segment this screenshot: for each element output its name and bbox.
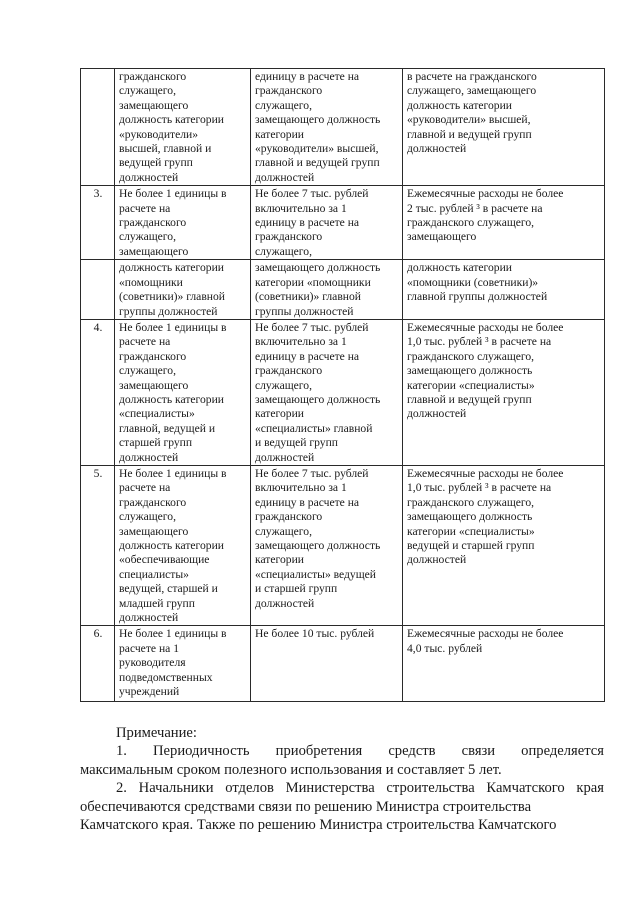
quantity-cell: должность категории «помощники (советники)» главной группы должностей — [115, 260, 251, 320]
note-2-line-3: Камчатского края. Также по решению Министра строительства Камчатского — [80, 817, 557, 834]
price-cell: Не более 10 тыс. рублей — [251, 626, 403, 702]
row-number-cell — [81, 69, 115, 186]
table-row — [81, 626, 605, 702]
notes-section — [80, 724, 604, 834]
table-row — [81, 465, 605, 625]
note-2-line-1: 2. Начальники отделов Министерства строительства Камчатского края — [116, 780, 604, 797]
quantity-cell: Не более 1 единицы в расчете на гражданского служащего, замещающего — [115, 186, 251, 260]
row-number-cell: 5. — [81, 465, 115, 625]
monthly-expense-cell: Ежемесячные расходы не более 1,0 тыс. рублей ³ в расчете на гражданского служащего, замещающего должность категории «специалисты» главной и ведущей групп должностей — [403, 319, 605, 465]
monthly-expense-cell: Ежемесячные расходы не более 2 тыс. рублей ³ в расчете на гражданского служащего, замещающего — [403, 186, 605, 260]
monthly-expense-cell: Ежемесячные расходы не более 1,0 тыс. рублей ³ в расчете на гражданского служащего, замещающего должность категории «специалисты» ведущей и старшей групп должностей — [403, 465, 605, 625]
notes-heading: Примечание: — [116, 725, 197, 741]
note-1-line-1: 1. Периодичность приобретения средств связи определяется — [116, 743, 604, 760]
equipment-norms-table — [80, 68, 605, 702]
quantity-cell: Не более 1 единицы в расчете на гражданского служащего, замещающего должность категории «специалисты» главной, ведущей и старшей групп должностей — [115, 319, 251, 465]
table-row — [81, 319, 605, 465]
price-cell: Не более 7 тыс. рублей включительно за 1 единицу в расчете на гражданского служащего, замещающего должность категории «специалисты» главной и ведущей групп должностей — [251, 319, 403, 465]
monthly-expense-cell: Ежемесячные расходы не более 4,0 тыс. рублей — [403, 626, 605, 702]
quantity-cell: Не более 1 единицы в расчете на 1 руководителя подведомственных учреждений — [115, 626, 251, 702]
price-cell: Не более 7 тыс. рублей включительно за 1 единицу в расчете на гражданского служащего, замещающего должность категории «специалисты» ведущей и старшей групп должностей — [251, 465, 403, 625]
price-cell: единицу в расчете на гражданского служащего, замещающего должность категории «руководители» высшей, главной и ведущей групп должностей — [251, 69, 403, 186]
monthly-expense-cell: должность категории «помощники (советники)» главной группы должностей — [403, 260, 605, 320]
row-number-cell: 6. — [81, 626, 115, 702]
row-number-cell: 4. — [81, 319, 115, 465]
table-row — [81, 260, 605, 320]
row-number-cell: 3. — [81, 186, 115, 260]
table-row — [81, 69, 605, 186]
row-number-cell — [81, 260, 115, 320]
note-1-line-2: максимальным сроком полезного использования и составляет 5 лет. — [80, 761, 502, 778]
price-cell: замещающего должность категории «помощники (советники)» главной группы должностей — [251, 260, 403, 320]
price-cell: Не более 7 тыс. рублей включительно за 1 единицу в расчете на гражданского служащего, — [251, 186, 403, 260]
monthly-expense-cell: в расчете на гражданского служащего, замещающего должность категории «руководители» высшей, главной и ведущей групп должностей — [403, 69, 605, 186]
quantity-cell: Не более 1 единицы в расчете на гражданского служащего, замещающего должность категории «обеспечивающие специалисты» ведущей, старшей и младшей групп должностей — [115, 465, 251, 625]
quantity-cell: гражданского служащего, замещающего должность категории «руководители» высшей, главной и ведущей групп должностей — [115, 69, 251, 186]
note-2-line-2: обеспечиваются средствами связи по решению Министра строительства — [80, 798, 532, 815]
table-row — [81, 186, 605, 260]
